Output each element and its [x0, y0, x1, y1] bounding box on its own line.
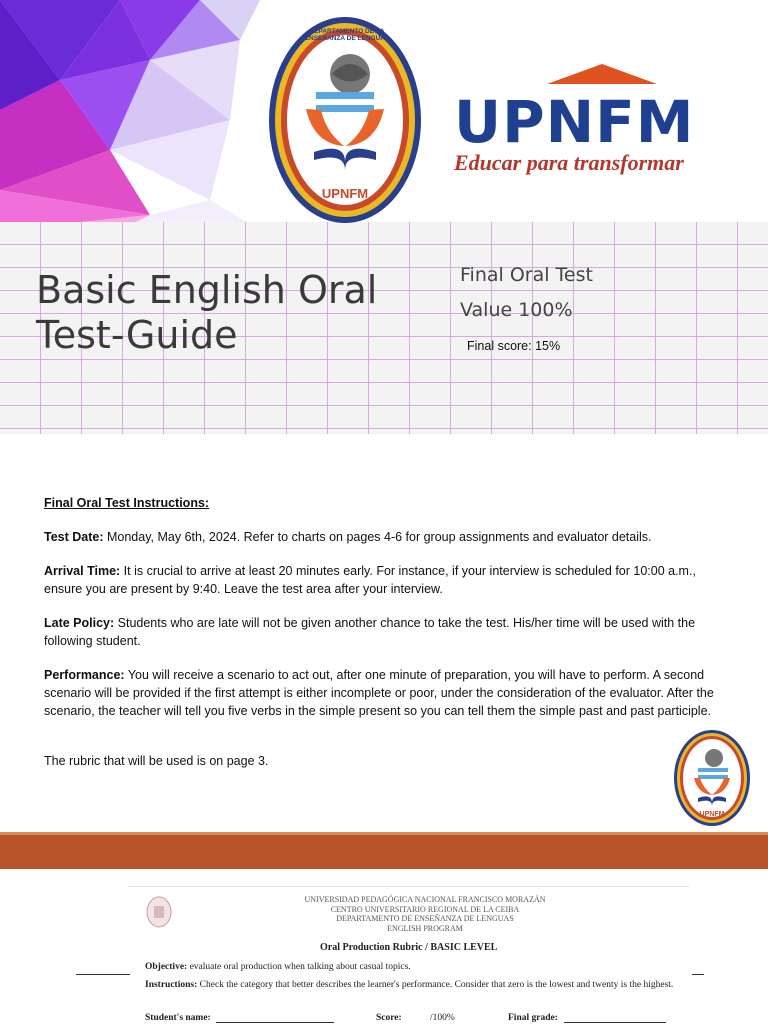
- small-seal-text: UPNFM: [699, 811, 725, 818]
- arrival-time-text: It is crucial to arrive at least 20 minutes early. For instance, if your interview is scheduled for 10:00 a.m., ensure you are present by 9:40. Leave the test area after your interview.: [44, 564, 696, 596]
- rubric-note: The rubric that will be used is on page 3.: [44, 754, 269, 768]
- instructions-text: Check the category that better describes the learner's performance. Consider that zero is the lowest and twenty is the highest.: [197, 980, 674, 990]
- performance-paragraph: [44, 666, 724, 720]
- right-underline: [692, 974, 704, 975]
- score-label: Score:: [376, 1013, 402, 1023]
- title-line-1: Basic English Oral: [36, 268, 378, 312]
- instructions-heading: Final Oral Test Instructions:: [44, 496, 210, 510]
- performance-text: You will receive a scenario to act out, after one minute of preparation, you will have to perform. A second scenario will be provided if the first attempt is either incomplete or poor, under the consideration of the evaluator. After the scenario, the teacher will tell you five verbs in the simple present so you can tell them the simple past and past participle.: [44, 668, 714, 718]
- page-title: [36, 268, 436, 358]
- value-label: Value 100%: [460, 299, 573, 321]
- page-separator-bar: [0, 832, 768, 869]
- objective-label: Objective:: [145, 962, 188, 972]
- title-line-2: Test-Guide: [36, 313, 238, 357]
- arrival-time-paragraph: [44, 562, 724, 598]
- performance-label: Performance:: [44, 668, 125, 682]
- score-value: /100%: [430, 1013, 455, 1023]
- final-grade-field[interactable]: [564, 1022, 666, 1023]
- university-crest-icon: [146, 896, 172, 928]
- rubric-header-line-1: UNIVERSIDAD PEDAGÓGICA NACIONAL FRANCISCO MORAZÁN: [304, 895, 546, 904]
- department-seal-logo: [266, 14, 424, 226]
- rubric-title: Oral Production Rubric / BASIC LEVEL: [320, 942, 498, 953]
- seal-bottom-text: UPNFM: [321, 186, 369, 201]
- rubric-header-line-4: ENGLISH PROGRAM: [387, 923, 463, 933]
- student-name-label: Student's name:: [145, 1013, 211, 1023]
- left-underline: [76, 974, 130, 975]
- rubric-header-line-2: CENTRO UNIVERSITARIO REGIONAL DE LA CEIBA: [330, 904, 520, 914]
- final-test-label: Final Oral Test: [460, 264, 593, 286]
- brand-name: UPNFM: [454, 88, 695, 156]
- rubric-header-line-3: DEPARTAMENTO DE ENSEÑANZA DE LENGUAS: [336, 914, 514, 923]
- test-date-paragraph: [44, 528, 724, 546]
- rubric-instructions: [145, 980, 675, 991]
- seal-top-text: DEPARTAMENTO DE LA ENSEÑANZA DE LENGUAS: [304, 28, 390, 42]
- test-date-label: Test Date:: [44, 530, 104, 544]
- late-policy-text: Students who are late will not be given another chance to take the test. His/her time will be used with the following student.: [44, 616, 696, 648]
- rubric-objective: [145, 962, 411, 972]
- final-score-label: Final score: 15%: [467, 339, 561, 353]
- small-department-seal-logo: [672, 728, 752, 828]
- arrival-time-label: Arrival Time:: [44, 564, 121, 578]
- decorative-polygons: [0, 0, 260, 230]
- late-policy-paragraph: [44, 614, 724, 650]
- objective-text: evaluate oral production when talking about casual topics.: [187, 962, 411, 972]
- instructions-label: Instructions:: [145, 980, 198, 990]
- late-policy-label: Late Policy:: [44, 616, 115, 630]
- student-name-field[interactable]: [216, 1022, 334, 1023]
- brand-slogan: Educar para transformar: [454, 150, 684, 175]
- final-grade-label: Final grade:: [508, 1013, 558, 1023]
- test-date-text: Monday, May 6th, 2024. Refer to charts on pages 4-6 for group assignments and evaluator details.: [103, 530, 652, 544]
